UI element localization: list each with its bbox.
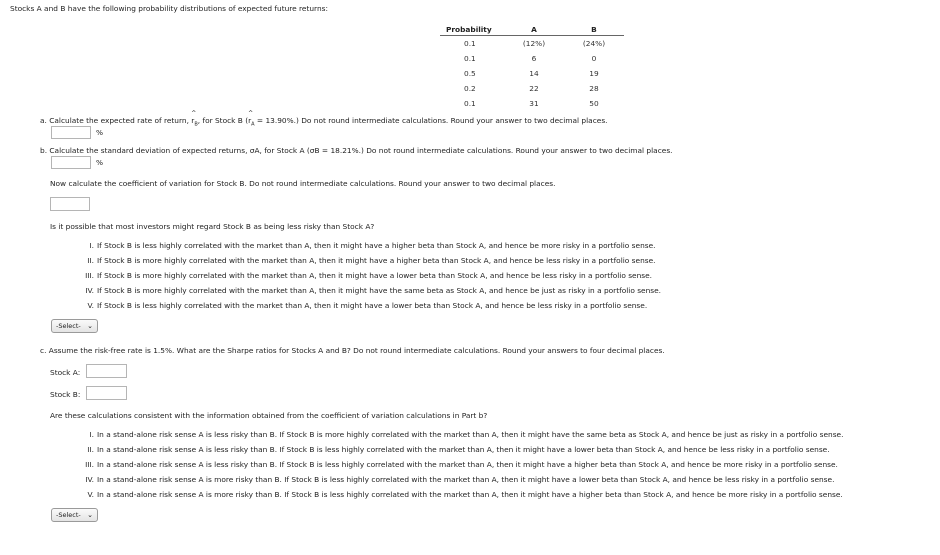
part-a-question: [40, 116, 608, 127]
list-item: [76, 430, 843, 439]
chevron-down-icon: ⌄: [87, 511, 93, 519]
part-c-question: c. Assume the risk-free rate is 1.5%. What are the Sharpe ratios for Stocks A and B? Do not round intermediate calculations. Round your answers to four decimal places.: [40, 346, 665, 355]
list-item: [76, 460, 838, 469]
std-dev-a-input[interactable]: [51, 156, 91, 169]
cell-b: 50: [589, 99, 599, 108]
select-label: -Select-: [56, 511, 81, 519]
cell-a: 22: [529, 84, 539, 93]
list-item: [76, 256, 656, 265]
option-number: V.: [87, 301, 94, 310]
part-a-text-2: , for Stock B (: [197, 116, 249, 125]
cell-a: 31: [529, 99, 539, 108]
option-text: If Stock B is less highly correlated with the market than A, then it might have a higher beta than Stock A, and hence be more risky in a portfolio sense.: [97, 241, 656, 250]
r-symbol: r: [191, 116, 195, 125]
table-row: [440, 81, 624, 96]
part-a-text-1: a. Calculate the expected rate of return,: [40, 116, 192, 125]
option-number: I.: [89, 430, 94, 439]
cell-prob: 0.1: [464, 39, 476, 48]
option-number: V.: [87, 490, 94, 499]
cell-prob: 0.2: [464, 84, 476, 93]
list-item: [76, 490, 843, 499]
option-text: In a stand-alone risk sense A is less risky than B. If Stock B is less highly correlated with the market than A, then it might have a lower beta than Stock A, and hence be less risky in a portfolio sense.: [97, 445, 830, 454]
list-item: [76, 271, 652, 280]
table-row: [440, 96, 624, 111]
header-b: B: [591, 24, 597, 34]
cell-a: 6: [531, 54, 537, 63]
option-text: In a stand-alone risk sense A is more risky than B. If Stock B is less highly correlated with the market than A, then it might have a higher beta than Stock A, and hence be more risky in a portfolio sense.: [97, 490, 843, 499]
cell-b: 0: [591, 54, 597, 63]
list-item: [76, 241, 656, 250]
sharpe-a-input[interactable]: [86, 364, 127, 378]
stock-a-label: Stock A:: [50, 368, 81, 377]
option-text: If Stock B is more highly correlated with the market than A, then it might have a higher beta than Stock A, and hence be less risky in a portfolio sense.: [97, 256, 656, 265]
consistency-select-dropdown[interactable]: [51, 508, 98, 522]
cell-prob: 0.1: [464, 99, 476, 108]
r-hat-a: [248, 116, 251, 125]
option-number: II.: [87, 256, 94, 265]
option-text: If Stock B is more highly correlated with the market than A, then it might have a lower beta than Stock A, and hence be less risky in a portfolio sense.: [97, 271, 653, 280]
cv-question: Now calculate the coefficient of variation for Stock B. Do not round intermediate calculations. Round your answer to two decimal places.: [50, 179, 556, 188]
option-number: IV.: [85, 475, 94, 484]
chevron-down-icon: ⌄: [87, 322, 93, 330]
part-b-question: b. Calculate the standard deviation of expected returns, σA, for Stock A (σB = 18.21%.) Do not round intermediate calculations. Round your answer to two decimal places.: [40, 146, 673, 155]
risk-question: Is it possible that most investors might regard Stock B as being less risky than Stock A?: [50, 222, 375, 231]
cell-prob: 0.5: [464, 69, 476, 78]
option-text: If Stock B is less highly correlated with the market than A, then it might have a lower beta than Stock A, and hence be less risky in a portfolio sense.: [97, 301, 648, 310]
sharpe-b-input[interactable]: [86, 386, 127, 400]
option-text: If Stock B is more highly correlated with the market than A, then it might have the same beta as Stock A, and hence be just as risky in a portfolio sense.: [97, 286, 662, 295]
cell-prob: 0.1: [464, 54, 476, 63]
option-number: III.: [85, 271, 94, 280]
cell-a: 14: [529, 69, 539, 78]
percent-unit: %: [96, 158, 104, 167]
subscript-a: A: [251, 121, 255, 128]
stock-b-label: Stock B:: [50, 390, 81, 399]
table-row: [440, 36, 624, 52]
risk-select-dropdown[interactable]: [51, 319, 98, 333]
option-number: IV.: [85, 286, 94, 295]
select-label: -Select-: [56, 322, 81, 330]
cell-b: 28: [589, 84, 599, 93]
option-text: In a stand-alone risk sense A is less risky than B. If Stock B is less highly correlated with the market than A, then it might have a higher beta than Stock A, and hence be more risky in a portfolio sense.: [97, 460, 838, 469]
r-symbol: r: [248, 116, 252, 125]
header-a: A: [531, 24, 537, 34]
r-hat-b: [191, 116, 194, 125]
table-row: [440, 66, 624, 81]
subscript-b: B: [194, 121, 198, 128]
cell-b: 19: [589, 69, 599, 78]
list-item: [76, 475, 834, 484]
option-number: III.: [85, 460, 94, 469]
part-a-text-3: = 13.90%.) Do not round intermediate calculations. Round your answer to two decimal places.: [254, 116, 608, 125]
option-text: In a stand-alone risk sense A is less risky than B. If Stock B is more highly correlated with the market than A, then it might have the same beta as Stock A, and hence be just as risky in a portfolio sense.: [97, 430, 844, 439]
table-header-row: [440, 23, 624, 36]
cv-b-input[interactable]: [50, 197, 90, 211]
option-text: In a stand-alone risk sense A is more risky than B. If Stock B is less highly correlated with the market than A, then it might have a lower beta than Stock A, and hence be less risky in a portfolio sense.: [97, 475, 835, 484]
cell-b: (24%): [582, 39, 606, 48]
table-row: [440, 51, 624, 66]
percent-unit: %: [96, 128, 104, 137]
probability-table: [440, 23, 624, 111]
intro-text: Stocks A and B have the following probability distributions of expected future returns:: [10, 4, 328, 13]
cell-a: (12%): [522, 39, 546, 48]
expected-return-b-input[interactable]: [51, 126, 91, 139]
list-item: [76, 445, 830, 454]
header-probability: Probability: [446, 24, 492, 34]
option-number: I.: [89, 241, 94, 250]
consistency-question: Are these calculations consistent with the information obtained from the coefficient of variation calculations in Part b?: [50, 411, 488, 420]
option-number: II.: [87, 445, 94, 454]
list-item: [76, 301, 647, 310]
list-item: [76, 286, 661, 295]
